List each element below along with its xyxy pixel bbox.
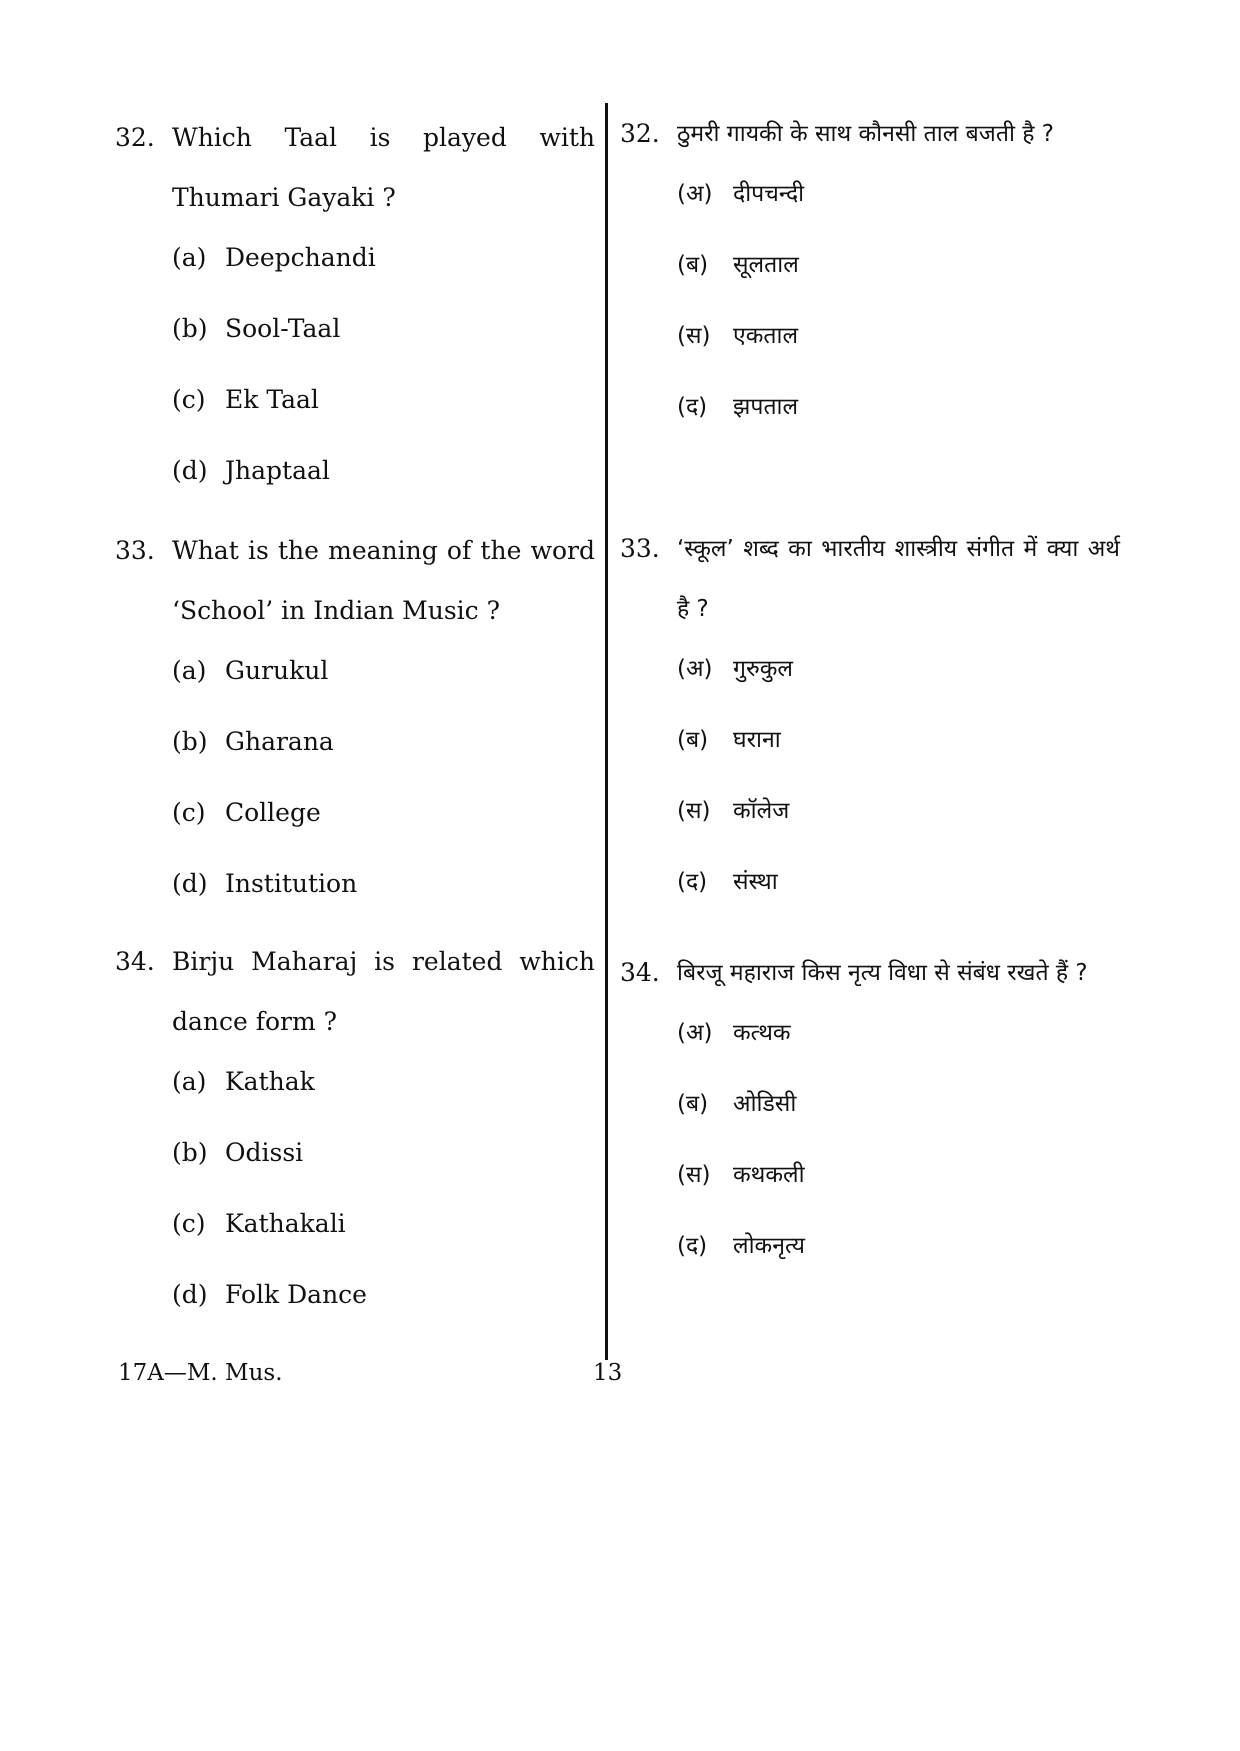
option-text: Gurukul	[225, 656, 329, 685]
question-number: 33.	[115, 536, 155, 565]
option-text: Odissi	[225, 1138, 304, 1167]
option-text: घराना	[733, 727, 781, 753]
question-number: 34.	[115, 947, 155, 976]
option-label: (ब)	[677, 1091, 709, 1117]
option-label: (द)	[677, 869, 708, 895]
option-a	[620, 174, 1120, 245]
question-number: 34.	[620, 958, 660, 987]
option-text: Jhaptaal	[225, 456, 330, 485]
option-a	[115, 238, 595, 309]
option-text: कथकली	[733, 1162, 805, 1188]
question-33-en	[115, 521, 595, 935]
question-number: 33.	[620, 534, 660, 563]
option-label: (d)	[172, 869, 208, 898]
question-34-hi	[620, 943, 1120, 1297]
column-divider	[605, 103, 608, 1360]
option-text: Kathak	[225, 1067, 315, 1096]
option-text: Sool-Taal	[225, 314, 341, 343]
option-label: (अ)	[677, 181, 713, 207]
option-label: (c)	[172, 798, 206, 827]
option-label: (c)	[172, 1209, 206, 1238]
option-list	[115, 238, 595, 522]
option-c	[620, 1155, 1120, 1226]
question-text: बिरजू महाराज किस नृत्य विधा से संबंध रखते हैं ?	[677, 960, 1088, 986]
option-text: Gharana	[225, 727, 334, 756]
option-label: (b)	[172, 314, 208, 343]
option-a	[115, 651, 595, 722]
question-34-en	[115, 932, 595, 1346]
option-text: झपताल	[733, 394, 799, 420]
option-list	[115, 651, 595, 935]
option-text: Folk Dance	[225, 1280, 367, 1309]
option-text: गुरुकुल	[733, 656, 793, 682]
option-label: (अ)	[677, 1020, 713, 1046]
option-list	[620, 1013, 1120, 1297]
option-a	[620, 649, 1120, 720]
option-label: (a)	[172, 243, 207, 272]
option-label: (a)	[172, 656, 207, 685]
paper-code: 17A—M. Mus.	[118, 1360, 283, 1386]
option-list	[620, 174, 1120, 458]
option-text: Institution	[225, 869, 358, 898]
option-a	[115, 1062, 595, 1133]
option-text: कत्थक	[733, 1020, 791, 1046]
question-text: ‘स्कूल’ शब्द का भारतीय शास्त्रीय संगीत में क्या अर्थ है ?	[677, 536, 1120, 622]
option-c	[115, 1204, 595, 1275]
option-b	[115, 309, 595, 380]
option-text: संस्था	[733, 869, 778, 895]
option-label: (ब)	[677, 252, 709, 278]
option-list	[620, 649, 1120, 933]
option-label: (ब)	[677, 727, 709, 753]
option-label: (स)	[677, 323, 711, 349]
option-label: (a)	[172, 1067, 207, 1096]
option-text: लोकनृत्य	[733, 1233, 805, 1259]
option-text: Ek Taal	[225, 385, 319, 414]
question-text: Which Taal is played with Thumari Gayaki ?	[172, 123, 595, 212]
option-a	[620, 1013, 1120, 1084]
option-label: (c)	[172, 385, 206, 414]
option-text: सूलताल	[733, 252, 799, 278]
option-d	[620, 1226, 1120, 1297]
option-list	[115, 1062, 595, 1346]
question-number: 32.	[115, 123, 155, 152]
question-text: Birju Maharaj is related which dance form ?	[172, 947, 595, 1036]
option-text: दीपचन्दी	[733, 181, 805, 207]
page-number: 13	[593, 1360, 623, 1386]
option-text: Deepchandi	[225, 243, 376, 272]
option-d	[620, 862, 1120, 933]
option-label: (द)	[677, 1233, 708, 1259]
option-c	[115, 380, 595, 451]
question-number: 32.	[620, 119, 660, 148]
option-d	[115, 1275, 595, 1346]
option-c	[620, 791, 1120, 862]
option-label: (अ)	[677, 656, 713, 682]
option-text: College	[225, 798, 321, 827]
question-text: What is the meaning of the word ‘School’ in Indian Music ?	[172, 536, 595, 625]
question-32-hi	[620, 104, 1120, 458]
option-d	[620, 387, 1120, 458]
option-label: (b)	[172, 727, 208, 756]
question-text: ठुमरी गायकी के साथ कौनसी ताल बजती है ?	[677, 121, 1054, 147]
question-33-hi	[620, 519, 1120, 933]
option-c	[620, 316, 1120, 387]
option-label: (द)	[677, 394, 708, 420]
option-b	[115, 1133, 595, 1204]
option-d	[115, 864, 595, 935]
option-label: (d)	[172, 456, 208, 485]
option-d	[115, 451, 595, 522]
option-b	[115, 722, 595, 793]
option-text: कॉलेज	[733, 798, 790, 824]
option-label: (d)	[172, 1280, 208, 1309]
option-b	[620, 1084, 1120, 1155]
option-text: Kathakali	[225, 1209, 346, 1238]
option-label: (स)	[677, 1162, 711, 1188]
option-text: ओडिसी	[733, 1091, 797, 1117]
question-32-en	[115, 108, 595, 522]
option-label: (स)	[677, 798, 711, 824]
option-text: एकताल	[733, 323, 799, 349]
option-b	[620, 720, 1120, 791]
option-b	[620, 245, 1120, 316]
option-label: (b)	[172, 1138, 208, 1167]
option-c	[115, 793, 595, 864]
